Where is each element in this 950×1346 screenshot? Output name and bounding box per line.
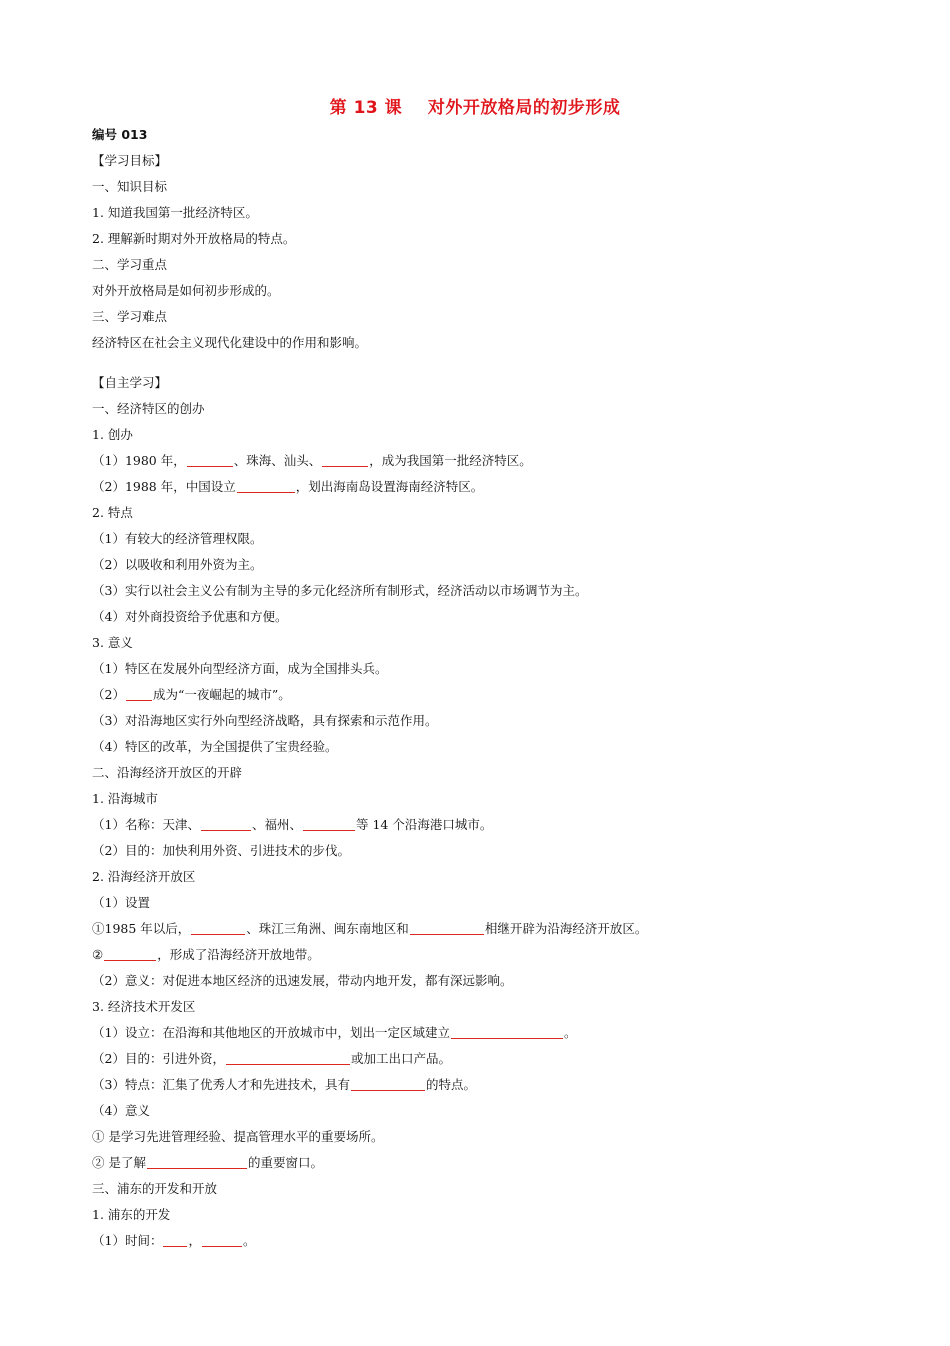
list-item: （3）实行以社会主义公有制为主导的多元化经济所有制形式，经济活动以市场调节为主。	[92, 583, 588, 598]
fill-in-blank[interactable]	[451, 1022, 563, 1039]
text-segment: ①1985 年以后，	[92, 921, 191, 936]
paragraph: 对外开放格局是如何初步形成的。	[92, 283, 280, 298]
text-segment: ，	[188, 1233, 201, 1248]
text-segment: （3）特点：汇集了优秀人才和先进技术，具有	[92, 1077, 350, 1092]
fill-in-line	[92, 916, 892, 942]
list-item: 1. 沿海城市	[92, 791, 158, 806]
fill-in-blank[interactable]	[187, 450, 233, 467]
fill-in-line	[92, 812, 892, 838]
list-item: （4）特区的改革，为全国提供了宝贵经验。	[92, 739, 338, 754]
text-segment: 的特点。	[425, 1077, 476, 1092]
paragraph: 经济特区在社会主义现代化建设中的作用和影响。	[92, 335, 368, 350]
text-segment: 、福州、	[251, 817, 302, 832]
fill-in-line	[92, 942, 892, 968]
text-segment: 的重要窗口。	[247, 1155, 323, 1170]
fill-in-line	[92, 1072, 892, 1098]
section-heading: 【自主学习】	[92, 375, 168, 390]
text-segment: 。	[242, 1233, 256, 1248]
fill-in-blank[interactable]	[126, 684, 152, 701]
text-segment: ，成为我国第一批经济特区。	[369, 453, 532, 468]
text-segment: （1）时间：	[92, 1233, 163, 1248]
text-segment: （2）目的：引进外资，	[92, 1051, 225, 1066]
list-item: 3. 意义	[92, 635, 133, 650]
text-segment: 或加工出口产品。	[350, 1051, 451, 1066]
fill-in-line	[92, 1150, 892, 1176]
fill-in-blank[interactable]	[237, 476, 295, 493]
list-item: 1. 知道我国第一批经济特区。	[92, 205, 258, 220]
list-item: 2. 特点	[92, 505, 133, 520]
list-item: （2）意义：对促进本地区经济的迅速发展，带动内地开发，都有深远影响。	[92, 973, 513, 988]
subsection-heading: 一、知识目标	[92, 179, 168, 194]
document-number: 编号 013	[92, 127, 148, 142]
fill-in-blank[interactable]	[147, 1152, 247, 1169]
fill-in-blank[interactable]	[163, 1230, 187, 1247]
list-item: 1. 浦东的开发	[92, 1207, 171, 1222]
text-segment: （2）	[92, 687, 125, 702]
text-segment: 等 14 个沿海港口城市。	[355, 817, 493, 832]
fill-in-blank[interactable]	[410, 918, 484, 935]
subsection-heading: 三、浦东的开发和开放	[92, 1181, 218, 1196]
text-segment: 相继开辟为沿海经济开放区。	[484, 921, 648, 936]
fill-in-line	[92, 1046, 892, 1072]
subsection-heading: 一、经济特区的创办	[92, 401, 205, 416]
fill-in-blank[interactable]	[191, 918, 245, 935]
list-item: （1）设置	[92, 895, 150, 910]
fill-in-line	[92, 682, 892, 708]
subsection-heading: 三、学习难点	[92, 309, 168, 324]
list-item: 2. 理解新时期对外开放格局的特点。	[92, 231, 296, 246]
fill-in-line	[92, 1020, 892, 1046]
subsection-heading: 二、沿海经济开放区的开辟	[92, 765, 243, 780]
fill-in-blank[interactable]	[202, 1230, 242, 1247]
page-title: 第 13 课 对外开放格局的初步形成	[329, 98, 621, 118]
text-segment: 、珠江三角洲、闽东南地区和	[246, 921, 409, 936]
text-segment: 成为“一夜崛起的城市”。	[152, 687, 291, 702]
text-segment: 、珠海、汕头、	[233, 453, 322, 468]
fill-in-blank[interactable]	[303, 814, 355, 831]
text-segment: ，形成了沿海经济开放地带。	[157, 947, 320, 962]
fill-in-blank[interactable]	[351, 1074, 425, 1091]
list-item: （2）以吸收和利用外资为主。	[92, 557, 263, 572]
list-item: （2）目的：加快利用外资、引进技术的步伐。	[92, 843, 350, 858]
list-item: 1. 创办	[92, 427, 133, 442]
fill-in-blank[interactable]	[104, 944, 156, 961]
list-item: （4）意义	[92, 1103, 150, 1118]
list-item: （1）有较大的经济管理权限。	[92, 531, 263, 546]
text-segment: （1）名称：天津、	[92, 817, 200, 832]
spacer	[92, 356, 892, 370]
fill-in-blank[interactable]	[201, 814, 251, 831]
fill-in-blank[interactable]	[226, 1048, 350, 1065]
section-heading: 【学习目标】	[92, 153, 168, 168]
list-item: ① 是学习先进管理经验、提高管理水平的重要场所。	[92, 1129, 384, 1144]
document-body	[92, 122, 892, 1254]
list-item: （4）对外商投资给予优惠和方便。	[92, 609, 288, 624]
text-segment: 。	[563, 1025, 577, 1040]
text-segment: ② 是了解	[92, 1155, 146, 1170]
text-segment: （1）1980 年，	[92, 453, 186, 468]
text-segment: ，划出海南岛设置海南经济特区。	[295, 479, 484, 494]
list-item: （3）对沿海地区实行外向型经济战略，具有探索和示范作用。	[92, 713, 438, 728]
list-item: （1）特区在发展外向型经济方面，成为全国排头兵。	[92, 661, 388, 676]
fill-in-line	[92, 448, 892, 474]
fill-in-blank[interactable]	[322, 450, 368, 467]
fill-in-line	[92, 474, 892, 500]
list-item: 2. 沿海经济开放区	[92, 869, 196, 884]
subsection-heading: 二、学习重点	[92, 257, 168, 272]
text-segment: （2）1988 年，中国设立	[92, 479, 236, 494]
list-item: 3. 经济技术开发区	[92, 999, 196, 1014]
fill-in-line	[92, 1228, 892, 1254]
text-segment: （1）设立：在沿海和其他地区的开放城市中，划出一定区域建立	[92, 1025, 450, 1040]
text-segment: ②	[92, 947, 104, 962]
